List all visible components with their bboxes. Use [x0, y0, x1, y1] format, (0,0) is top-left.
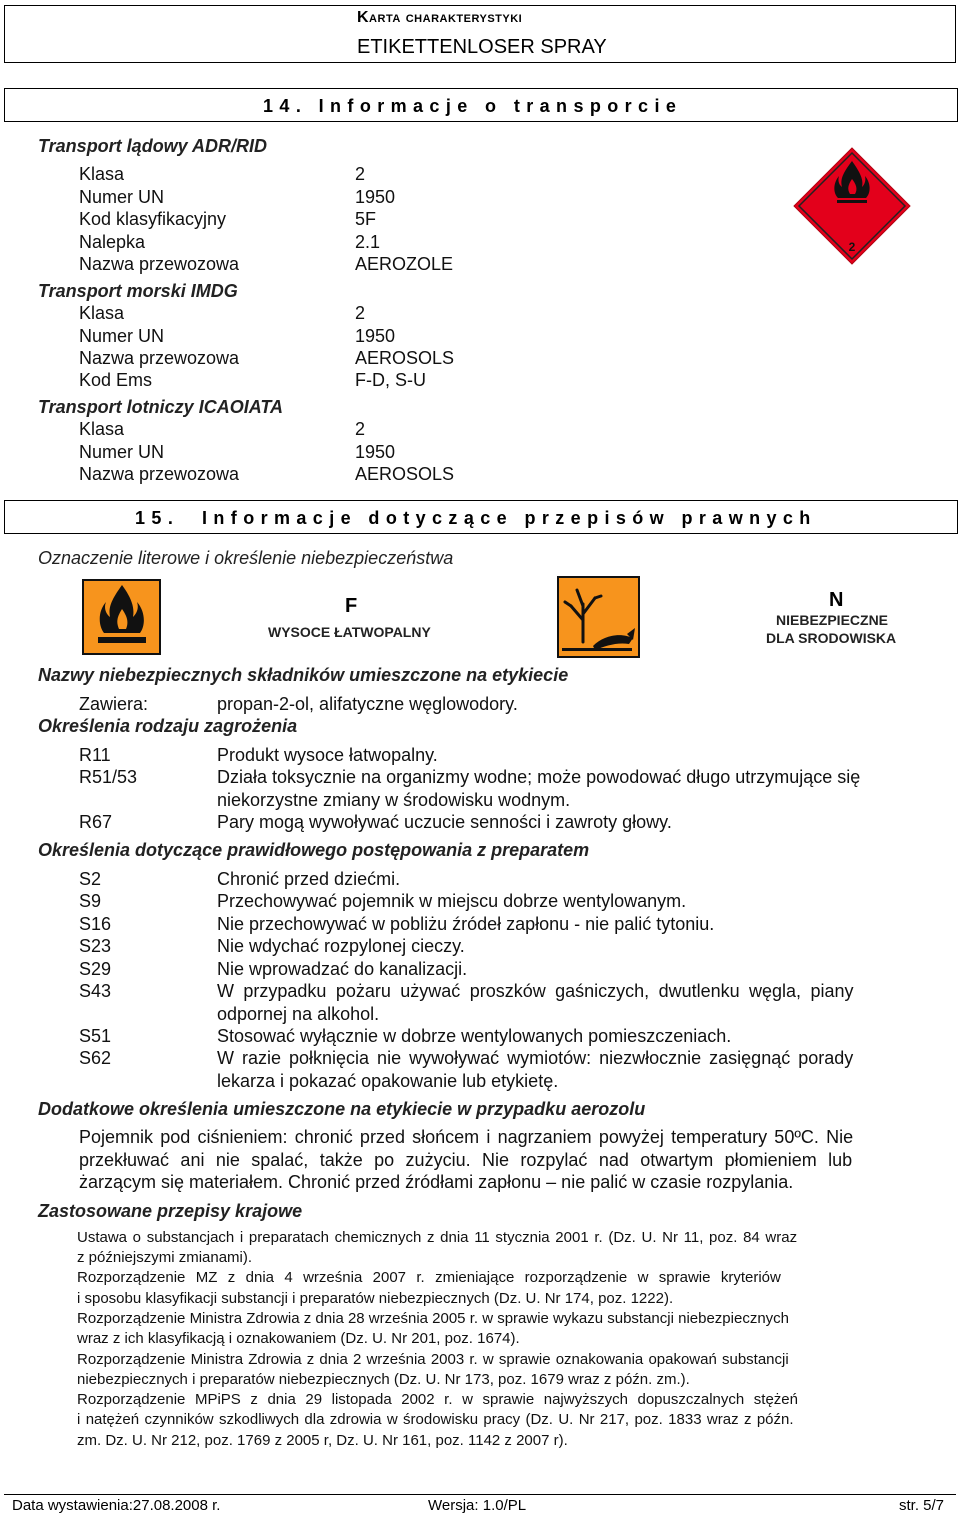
- s-code: S9: [79, 891, 102, 911]
- r-code: R67: [79, 812, 113, 832]
- s-phrases-heading: Określenia dotyczące prawidłowego postępowania z preparatem: [38, 840, 590, 860]
- aerosol-heading: Dodatkowe określenia umieszczone na etykiecie w przypadku aerozolu: [38, 1099, 646, 1119]
- regulation-text: niebezpiecznych i preparatów niebezpiecznych (Dz. U. Nr 173, poz. 1679 wraz z późn. zm.).: [77, 1371, 690, 1388]
- transport-label: Numer UN: [79, 187, 165, 207]
- transport-label: Nazwa przewozowa: [79, 348, 240, 368]
- s-text: W przypadku pożaru używać proszków gaśniczych, dwutlenku węgla, piany: [217, 981, 854, 1001]
- s-text: W razie połknięcia nie wywoływać wymiotów: niezwłocznie zasięgnąć porady: [217, 1048, 854, 1068]
- s-text: lekarza i pokazać opakowanie lub etykietę.: [217, 1071, 559, 1091]
- icao-heading: Transport lotniczy ICAOIATA: [38, 397, 284, 417]
- section-14-header: [4, 88, 958, 122]
- s-text: Nie wprowadzać do kanalizacji.: [217, 959, 468, 979]
- regulation-text: Rozporządzenie MZ z dnia 4 września 2007 r. zmieniające rozporządzenie w sprawie kryteriów: [77, 1269, 781, 1286]
- flammable-pictogram: [82, 579, 161, 655]
- transport-value: AEROSOLS: [355, 348, 455, 368]
- hazard-n-label-2: DLA SRODOWISKA: [766, 630, 897, 646]
- s-text: odpornej na alkohol.: [217, 1004, 380, 1024]
- transport-value: AEROZOLE: [355, 254, 454, 274]
- r-code: R11: [79, 745, 111, 765]
- section-15-number: 15.: [135, 508, 180, 528]
- components-heading: Nazwy niebezpiecznych składników umieszczone na etykiecie: [38, 665, 569, 685]
- s-code: S51: [79, 1026, 112, 1046]
- label-class-number: 2: [848, 240, 856, 254]
- regulation-text: i natężeń czynników szkodliwych dla zdrowia w środowisku pracy (Dz. U. Nr 217, poz. 1833 wraz z późn.: [77, 1411, 794, 1428]
- regulation-text: Rozporządzenie Ministra Zdrowia z dnia 2 września 2003 r. w sprawie oznakowania opakowań substancji: [77, 1351, 789, 1368]
- regulation-text: z późniejszymi zmianami).: [77, 1249, 253, 1266]
- r-phrases-heading: Określenia rodzaju zagrożenia: [38, 716, 298, 736]
- transport-value: F-D, S-U: [355, 370, 426, 390]
- contains-value: propan-2-ol, alifatyczne węglowodory.: [217, 694, 518, 714]
- s-text: Nie wdychać rozpylonej cieczy.: [217, 936, 465, 956]
- s-text: Nie przechowywać w pobliżu źródeł zapłonu - nie palić tytoniu.: [217, 914, 715, 934]
- regulation-text: Ustawa o substancjach i preparatach chemicznych z dnia 11 stycznia 2001 r. (Dz. U. Nr 11, poz. 84 wraz: [77, 1229, 798, 1246]
- hazard-f-symbol: F: [345, 595, 358, 617]
- footer-divider: [4, 1494, 956, 1495]
- transport-value: AEROSOLS: [355, 464, 455, 484]
- s-code: S43: [79, 981, 112, 1001]
- r-code: R51/53: [79, 767, 138, 787]
- transport-value: 2: [355, 419, 366, 439]
- transport-label: Nalepka: [79, 232, 146, 252]
- transport-label: Nazwa przewozowa: [79, 254, 240, 274]
- product-name: ETIKETTENLOSER SPRAY: [357, 36, 607, 58]
- s-code: S29: [79, 959, 112, 979]
- transport-value: 2: [355, 303, 366, 323]
- national-heading: Zastosowane przepisy krajowe: [38, 1201, 303, 1221]
- s-text: Stosować wyłącznie w dobrze wentylowanych pomieszczeniach.: [217, 1026, 732, 1046]
- footer-date: Data wystawienia:27.08.2008 r.: [12, 1497, 221, 1514]
- transport-label: Klasa: [79, 303, 125, 323]
- transport-label: Numer UN: [79, 442, 165, 462]
- transport-value: 1950: [355, 187, 396, 207]
- transport-label: Kod klasyfikacyjny: [79, 209, 227, 229]
- hazard-n-symbol: N: [829, 589, 844, 611]
- transport-value: 1950: [355, 442, 396, 462]
- transport-label: Klasa: [79, 419, 125, 439]
- section-15-title: Informacje dotyczące przepisów prawnych: [202, 508, 817, 528]
- footer-page: str. 5/7: [899, 1497, 945, 1514]
- environment-pictogram: [557, 576, 640, 658]
- labeling-heading: Oznaczenie literowe i określenie niebezpieczeństwa: [38, 548, 454, 568]
- regulation-text: i sposobu klasyfikacji substancji i preparatów niebezpiecznych (Dz. U. Nr 174, poz. 1222).: [77, 1290, 674, 1307]
- s-code: S23: [79, 936, 112, 956]
- regulation-text: wraz z ich klasyfikacją i oznakowaniem (Dz. U. Nr 201, poz. 1674).: [77, 1330, 520, 1347]
- regulation-text: Rozporządzenie Ministra Zdrowia z dnia 28 września 2005 r. w sprawie wykazu substancji niebezpiecznych: [77, 1310, 790, 1327]
- r-text: Produkt wysoce łatwopalny.: [217, 745, 438, 765]
- r-text: niekorzystne zmiany w środowisku wodnym.: [217, 790, 571, 810]
- document-title: Karta charakterystyki: [357, 9, 523, 26]
- aerosol-text: Pojemnik pod ciśnieniem: chronić przed słońcem i nagrzaniem powyżej temperatury 50ºC. Nie: [79, 1127, 854, 1147]
- regulation-text: zm. Dz. U. Nr 212, poz. 1769 z 2005 r, Dz. U. Nr 161, poz. 1142 z 2007 r).: [77, 1432, 568, 1449]
- transport-label: Kod Ems: [79, 370, 153, 390]
- r-text: Działa toksycznie na organizmy wodne; może powodować długo utrzymujące się: [217, 767, 861, 787]
- footer-version: Wersja: 1.0/PL: [428, 1497, 527, 1514]
- s-text: Chronić przed dziećmi.: [217, 869, 401, 889]
- regulation-text: Rozporządzenie MPiPS z dnia 29 listopada 2002 r. w sprawie najwyższych dopuszczalnych stężeń: [77, 1391, 798, 1408]
- imdg-heading: Transport morski IMDG: [38, 281, 238, 301]
- s-text: Przechowywać pojemnik w miejscu dobrze wentylowanym.: [217, 891, 687, 911]
- adr-heading: Transport lądowy ADR/RID: [38, 136, 268, 156]
- transport-value: 5F: [355, 209, 377, 229]
- aerosol-text: przekłuwać ani nie spalać, także po zużyciu. Nie rozpylać nad otwartym płomieniem lub: [79, 1150, 853, 1170]
- transport-value: 2: [355, 164, 366, 184]
- transport-value: 1950: [355, 326, 396, 346]
- section-14-title: 14. Informacje o transporcie: [263, 96, 683, 116]
- s-code: S16: [79, 914, 112, 934]
- section-15-header: [4, 500, 958, 534]
- aerosol-text: żarzącym się materiałem. Chronić przed źródłami zapłonu – nie palić w czasie rozpylania.: [79, 1172, 794, 1192]
- hazard-n-label-1: NIEBEZPIECZNE: [776, 612, 889, 628]
- s-code: S62: [79, 1048, 112, 1068]
- contains-label: Zawiera:: [79, 694, 149, 714]
- flammable-gas-label: [793, 147, 911, 265]
- transport-label: Numer UN: [79, 326, 165, 346]
- r-text: Pary mogą wywoływać uczucie senności i zawroty głowy.: [217, 812, 672, 832]
- transport-label: Klasa: [79, 164, 125, 184]
- transport-label: Nazwa przewozowa: [79, 464, 240, 484]
- s-code: S2: [79, 869, 102, 889]
- hazard-f-label: WYSOCE ŁATWOPALNY: [268, 624, 431, 640]
- transport-value: 2.1: [355, 232, 381, 252]
